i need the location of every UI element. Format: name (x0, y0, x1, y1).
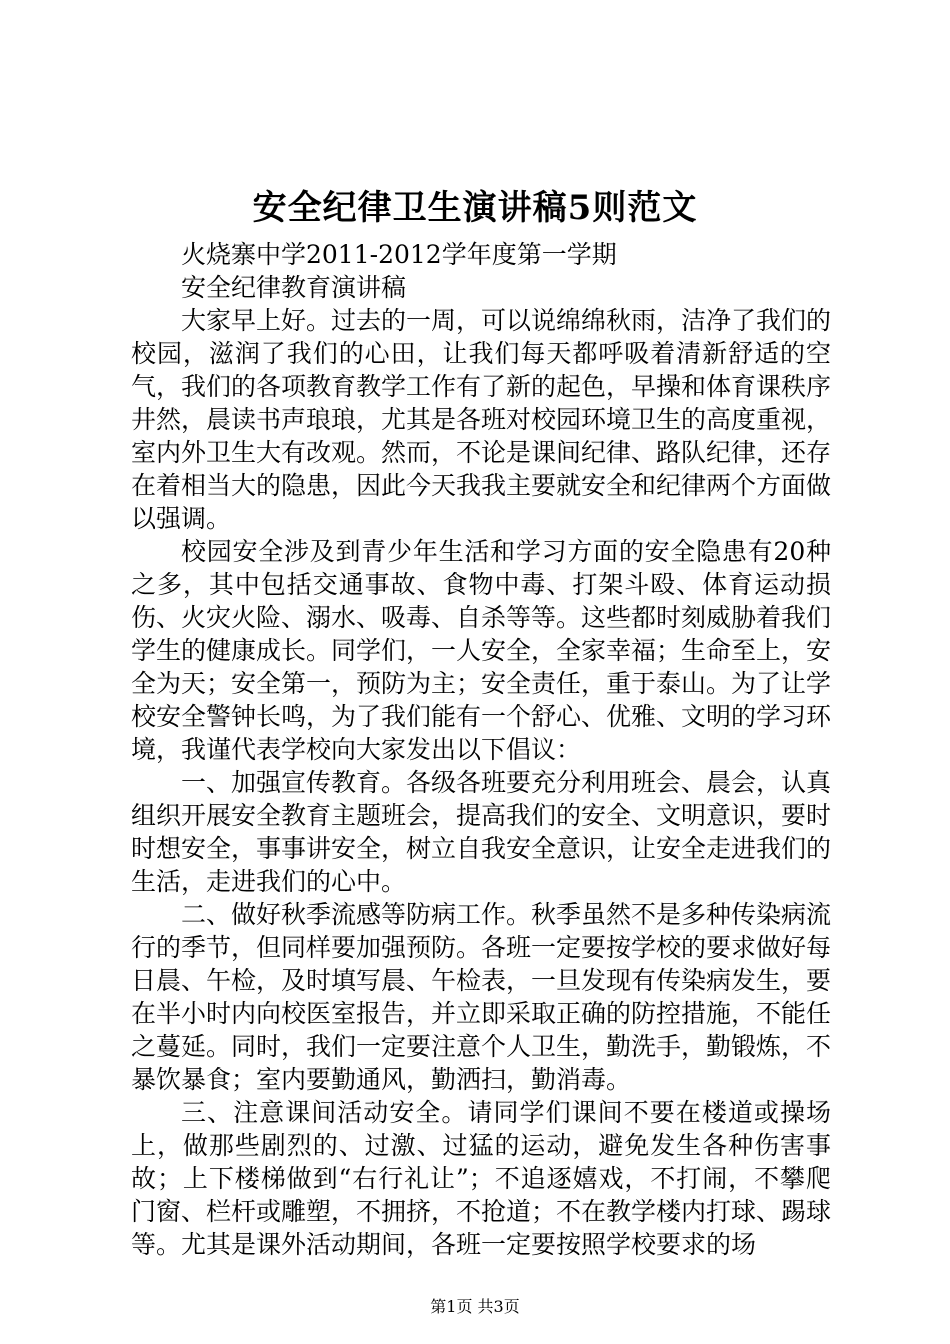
paragraph-point-one: 一、加强宣传教育。各级各班要充分利用班会、晨会，认真组织开展安全教育主题班会，提高我们的安全、文明意识，要时时想安全，事事讲安全，树立自我安全意识，让安全走进我们的生活，走进我们的心中。 (131, 768, 832, 896)
paragraph-greeting: 大家早上好。过去的一周，可以说绵绵秋雨，洁净了我们的校园，滋润了我们的心田，让我们每天都呼吸着清新舒适的空气，我们的各项教育教学工作有了新的起色，早操和体育课秩序井然，晨读书声琅琅，尤其是各班对校园环境卫生的高度重视，室内外卫生大有改观。然而，不论是课间纪律、路队纪律，还存在着相当大的隐患，因此今天我我主要就安全和纪律两个方面做以强调。 (131, 306, 832, 533)
document-body (131, 238, 831, 1261)
paragraph-point-three: 三、注意课间活动安全。请同学们课间不要在楼道或操场上，做那些剧烈的、过激、过猛的运动，避免发生各种伤害事故；上下楼梯做到“右行礼让”；不追逐嬉戏，不打闹，不攀爬门窗、栏杆或雕塑，不拥挤，不抢道；不在教学楼内打球、踢球等。尤其是课外活动期间，各班一定要按照学校要求的场 (131, 1098, 832, 1259)
document-title: 安全纪律卫生演讲稿5则范文 (252, 188, 698, 228)
page-footer: 第1页 共3页 (430, 1297, 520, 1316)
paragraph-point-two: 二、做好秋季流感等防病工作。秋季虽然不是多种传染病流行的季节，但同样要加强预防。各班一定要按学校的要求做好每日晨、午检，及时填写晨、午检表，一旦发现有传染病发生，要在半小时内向校医室报告，并立即采取正确的防控措施，不能任之蔓延。同时，我们一定要注意个人卫生，勤洗手，勤锻炼，不暴饮暴食；室内要勤通风，勤洒扫，勤消毒。 (131, 900, 832, 1094)
paragraph-school-term: 火烧寨中学2011-2012学年度第一学期 (181, 240, 617, 269)
paragraph-speech-subtitle: 安全纪律教育演讲稿 (181, 273, 407, 302)
paragraph-safety-hazards: 校园安全涉及到青少年生活和学习方面的安全隐患有20种之多，其中包括交通事故、食物中毒、打架斗殴、体育运动损伤、火灾火险、溺水、吸毒、自杀等等。这些都时刻威胁着我们学生的健康成长。同学们，一人安全，全家幸福；生命至上，安全为天；安全第一，预防为主；安全责任，重于泰山。为了让学校安全警钟长鸣，为了我们能有一个舒心、优雅、文明的学习环境，我谨代表学校向大家发出以下倡议： (131, 537, 832, 764)
